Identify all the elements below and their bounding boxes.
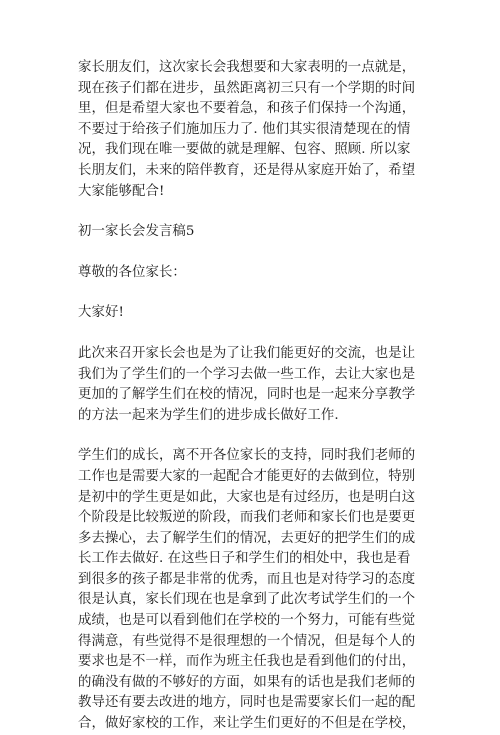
text-line: 家长朋友们，这次家长会我想要和大家表明的一点就是，: [78, 60, 416, 75]
text-line: 的确没有做的不够好的方面，如果有的话也是我们老师的: [78, 674, 416, 690]
text-line: 长朋友们，未来的陪伴教育，还是得从家庭开始了，希望: [78, 162, 416, 178]
text-line: 得满意，有些觉得不是很理想的一个情况，但是每个人的: [78, 633, 416, 649]
document-body: [78, 58, 420, 735]
text-line: 现在孩子们都在进步，虽然距离初三只有一个学期的时间: [78, 80, 416, 96]
text-line: 学生们的成长，离不开各位家长的支持，同时我们老师的: [78, 448, 416, 464]
greeting: [78, 303, 420, 324]
text-line: 要求也是不一样，而作为班主任我也是看到他们的付出，: [78, 654, 416, 670]
paragraph-gap: [78, 202, 420, 222]
text-line: 到很多的孩子都是非常的优秀，而且也是对待学习的态度: [78, 571, 416, 587]
paragraph-student-growth: [78, 446, 420, 734]
text-line: 合，做好家校的工作，来让学生们更好的不但是在学校，: [78, 716, 416, 732]
text-line: 个阶段是比较叛逆的阶段，而我们老师和家长们也是要更: [78, 510, 416, 526]
section-title-text: 初一家长会发言稿5: [78, 224, 195, 240]
text-line: 里，但是希望大家也不要着急，和孩子们保持一个沟通，: [78, 101, 416, 117]
paragraph-gap: [78, 243, 420, 263]
paragraph-gap: [78, 324, 420, 344]
paragraph-gap: [78, 426, 420, 446]
salutation-text: 尊敬的各位家长：: [78, 264, 186, 280]
text-line: 成绩，也是可以看到他们在学校的一个努力，可能有些觉: [78, 613, 416, 629]
paragraph-gap: [78, 283, 420, 303]
text-line: 大家能够配合!: [78, 183, 165, 199]
text-line: 很是认真，家长们现在也是拿到了此次考试学生们的一个: [78, 592, 416, 608]
text-line: 不要过于给孩子们施加压力了. 他们其实很清楚现在的情: [78, 121, 411, 137]
text-line: 更加的了解学生们在校的情况，同时也是一起来分享教学: [78, 387, 416, 403]
text-line: 我们为了学生们的一个学习去做一些工作，去让大家也是: [78, 366, 416, 382]
text-line: 此次来召开家长会也是为了让我们能更好的交流，也是让: [78, 345, 416, 361]
text-line: 的方法一起来为学生们的进步成长做好工作.: [78, 407, 339, 423]
salutation: [78, 263, 420, 284]
text-line: 工作也是需要大家的一起配合才能更好的去做到位，特别: [78, 468, 416, 484]
section-title: [78, 222, 420, 243]
text-line: 长工作去做好. 在这些日子和学生们的相处中，我也是看: [78, 551, 411, 567]
text-line: 是初中的学生更是如此，大家也是有过经历，也是明白这: [78, 489, 416, 505]
paragraph-parent-message: [78, 58, 420, 202]
greeting-text: 大家好!: [78, 305, 124, 321]
text-line: 多去操心，去了解学生们的情况，去更好的把学生们的成: [78, 530, 416, 546]
paragraph-meeting-purpose: [78, 344, 420, 426]
text-line: 况，我们现在唯一要做的就是理解、包容、照顾. 所以家: [78, 142, 411, 158]
text-line: 教导还有要去改进的地方，同时也是需要家长们一起的配: [78, 695, 416, 711]
